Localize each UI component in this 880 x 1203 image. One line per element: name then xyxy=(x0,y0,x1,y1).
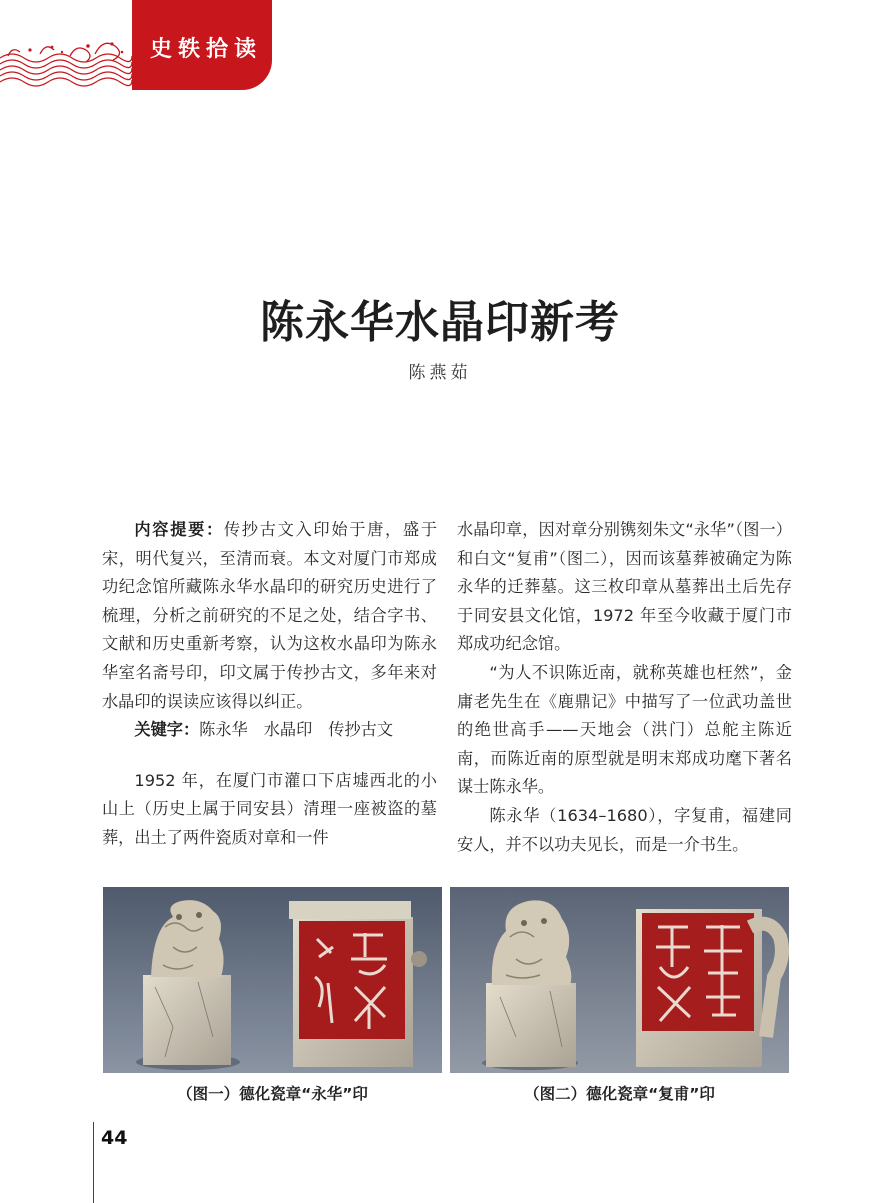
page-number: 44 xyxy=(101,1127,128,1149)
abstract-paragraph xyxy=(102,516,437,716)
body-paragraph: 水晶印章，因对章分别镌刻朱文“永华”（图一）和白文“复甫”（图二），因而该墓葬被确定为陈永华的迁葬墓。这三枚印章从墓葬出土后先存于同安县文化馆，1972 年至今收藏于厦门市郑成功纪念馆。 xyxy=(457,520,792,654)
abstract-text: 传抄古文入印始于唐，盛于宋，明代复兴，至清而衰。本文对厦门市郑成功纪念馆所藏陈永华水晶印的研究历史进行了梳理，分析之前研究的不足之处，结合字书、文献和历史重新考察，认为这枚水晶印为陈永华室名斋号印，印文属于传抄古文，多年来对水晶印的误读应该得以纠正。 xyxy=(102,520,438,711)
keyword: 陈永华 xyxy=(199,720,248,740)
article-title: 陈永华水晶印新考 xyxy=(260,297,620,348)
section-name: 史轶拾读 xyxy=(150,36,263,62)
figure-1-photo xyxy=(103,887,442,1073)
figure-2-caption: （图二）德化瓷章“复甫”印 xyxy=(524,1085,715,1103)
body-paragraph: “为人不识陈近南，就称英雄也枉然”，金庸老先生在《鹿鼎记》中描写了一位武功盖世的绝世高手——天地会（洪门）总舵主陈近南，而陈近南的原型就是明末郑成功麾下著名谋士陈永华。 xyxy=(457,662,792,797)
keywords-label: 关键字： xyxy=(134,720,200,740)
section-tab xyxy=(132,0,272,90)
right-column xyxy=(457,516,792,859)
figure-1-caption: （图一）德化瓷章“永华”印 xyxy=(177,1085,368,1103)
keyword: 传抄古文 xyxy=(328,720,394,740)
article-author: 陈燕茹 xyxy=(408,363,472,383)
body-paragraph: 陈永华（1634–1680），字复甫，福建同安人，并不以功夫见长，而是一介书生。 xyxy=(457,805,792,854)
abstract-label: 内容提要： xyxy=(134,520,224,539)
wave-pattern-decoration xyxy=(0,0,132,90)
keywords-paragraph xyxy=(102,716,437,745)
body-paragraph: 1952 年，在厦门市灌口下店墟西北的小山上（历史上属于同安县）清理一座被盗的墓葬，出土了两件瓷质对章和一件 xyxy=(102,770,437,847)
page-number-rule xyxy=(93,1122,94,1203)
left-column xyxy=(102,516,437,853)
figure-2-photo xyxy=(450,887,789,1073)
keyword: 水晶印 xyxy=(263,720,313,740)
